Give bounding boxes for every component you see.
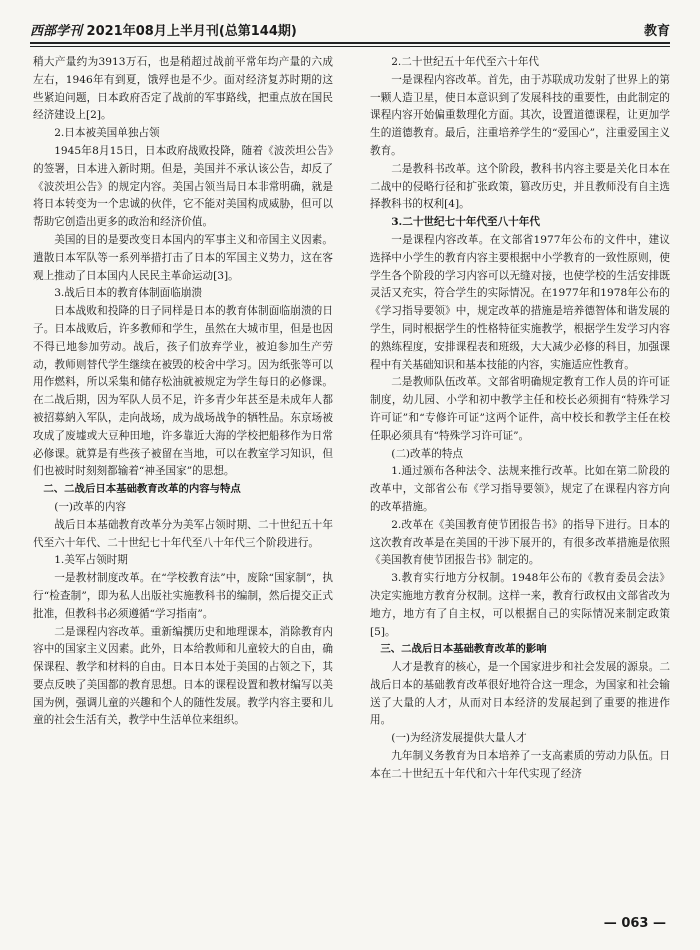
paragraph: 2.改革在《美国教育使节团报告书》的指导下进行。日本的这次教育改革是在美国的干涉下展开的，有很多改革措施是依照《美国教育使节团报告书》制定的。 [370,518,670,567]
paragraph: 日本战败和投降的日子同样是日本的教育体制面临崩溃的日子。日本战败后，许多教师和学生，虽然在大城市里，但是也因不得已地参加劳动。战后，孩子们放弃学业，被迫参加生产劳动，教师则替代学生继续在被毁的校舍中学习。因为纸张等可以用作燃料，所以采集和储存松油就被规定为学生每日的必修课。在二战后期，因为军队人员不足，许多青少年甚至是未成年人都被招募納入军队，走向战场，成为战场战争的牺牲品。东京场被攻成了废墟或大豆种田地，许多靠近大海的学校把船移作为日常必修课。就算是有些孩子被留在当地，可以在教室学习知识，但们也被时时刻刻都输着“神圣国家”的思想。 [33,305,333,478]
paragraph: 人才是教育的核心，是一个国家进步和社会发展的源泉。二战后日本的基础教育改革很好地符合这一理念，为国家和社会输送了大量的人才，从而对日本经济的发展起到了重要的推进作用。 [370,661,670,727]
paragraph: 美国的目的是要改变日本国内的军事主义和帝国主义因素。遣散日本军队等一系列举措打击了日本的军国主义势力，这在客观上推动了日本国内人民民主革命运动[3]。 [33,233,333,282]
paragraph: 1945年8月15日，日本政府战败投降，随着《波茨坦公告》的签署，日本进入新时期。但是，美国并不承认该公告，却反了《波茨坦公告》的规定内容。美国占领当局日本非常明确，就是将日本转变为一个忠诚的伙伴，它不能对美国构成威胁，但可以帮助它创造出更多的政治和经济价值。 [33,144,333,229]
subheading: 2.日本被美国单独占领 [54,127,160,140]
left-column [33,54,333,730]
right-column [370,54,670,784]
subheading: (一)为经济发展提供大量人才 [391,732,527,745]
paragraph: 战后日本基础教育改革分为美军占领时期、二十世纪五十年代至六十年代、二十世纪七十年代至八十年代三个阶段进行。 [33,518,333,549]
subheading: (二)改革的特点 [391,447,464,460]
paragraph: 二是教科书改革。这个阶段，教科书内容主要是关化日本在二战中的侵略行径和扩张政策，篡改历史，并且教师没有自主选择教科书的权利[4]。 [370,162,670,211]
paragraph: 二是教师队伍改革。文部省明确规定教育工作人员的许可证制度，幼儿园、小学和初中教学主任和校长必须拥有“特殊学习许可证”和“专修许可证”这两个证件，高中校长和教学主任在校任职必须具有“特殊学习许可证”。 [370,376,670,442]
issue-info: 2021年08月上半月刊(总第144期) [86,24,297,39]
subheading: 3.战后日本的教育体制面临崩溃 [54,287,203,300]
section-heading: 三、二战后日本基础教育改革的影响 [380,643,547,656]
paragraph: 一是教材制度改革。在“学校教育法”中，废除“国家制”，执行“检查制”，即为私人出版社实施教科书的编制，然后提交正式批准，但教科书必须遵循“学习指南”。 [33,572,333,620]
header-rule-thick [30,42,670,44]
journal-issue-line [30,20,297,39]
page-header [30,14,670,44]
paragraph: 稍大产量约为3913万石，也是稍超过战前平常年均产量的六成左右，1946年有到夏，饿殍也是不少。面对经济复苏时期的这些紧迫问题，日本政府否定了战前的军事路线，把重点放在国民经济建设上[2]。 [33,56,333,122]
subheading: (一)改革的内容 [54,500,127,513]
page-number: — 063 — [603,916,666,931]
paragraph: 九年制义务教育为日本培养了一支高素质的劳动力队伍。日本在二十世纪五十年代和六十年代实现了经济 [370,750,670,780]
subheading: 2.二十世纪五十年代至六十年代 [391,56,540,68]
paragraph: 一是课程内容改革。首先，由于苏联成功发射了世界上的第一颗人造卫星，使日本意识到了发展科技的重要性，由此制定的课程内容开始偏重数理化方面。其次，设置道德课程，让更加学生的道德教育。最后，注重培养学生的“爱国心”，注重爱国主义教育。 [370,73,670,157]
section-heading: 二、二战后日本基础教育改革的内容与特点 [43,483,241,496]
subheading: 3.二十世纪七十年代至八十年代 [391,216,540,229]
paragraph: 一是课程内容改革。在文部省1977年公布的文件中，建议选择中小学生的教育内容主要根据中小学教育的一致性原则，使学生各个阶段的学习内容可以无缝对接，也使学校的生活安排既灵活又充实，符合学生的实际情况。在1977年和1978年公布的《学习指导要领》中，规定改革的措施是培养德智体和谐发展的学生，同时根据学生的性格特征实施教学，根据学生发学习内容的熟练程度，安排课程表和班级，大大减少必修的科目，加强课程中有关基础知识和基本技能的内容，实施适应性教育。 [370,233,670,371]
paragraph: 二是课程内容改革。重新编撰历史和地理课本，消除教育内容中的国家主义因素。此外，日本给教师和儿童较大的自由，确保课程、教学和材料的自由。日本日本处于美国的占领之下，其要点反映了美国都的教育思想。日本的课程设置和教材编写以美国为例，强调儿童的兴趣和个人的随性发展。教学内容主要和儿童的社会生活有关，教学中生活单位来组织。 [33,625,333,727]
section-label: 教育 [643,24,670,39]
header-rule-thin [30,46,670,47]
paragraph: 1.通过颁布各种法令、法规来推行改革。比如在第二阶段的改革中，文部省公布《学习指导要领》，规定了在课程内容方向的改革措施。 [370,465,670,513]
subheading: 1.美军占领时期 [54,554,128,567]
paragraph: 3.教育实行地方分权制。1948年公布的《教育委员会法》决定实施地方教育分权制。这样一来，教育行政权由文部省改为地方，地方有了自主权，可以根据自己的实际情况来制定政策[5]。 [370,572,670,638]
journal-name: 西部学刊 [30,24,83,39]
